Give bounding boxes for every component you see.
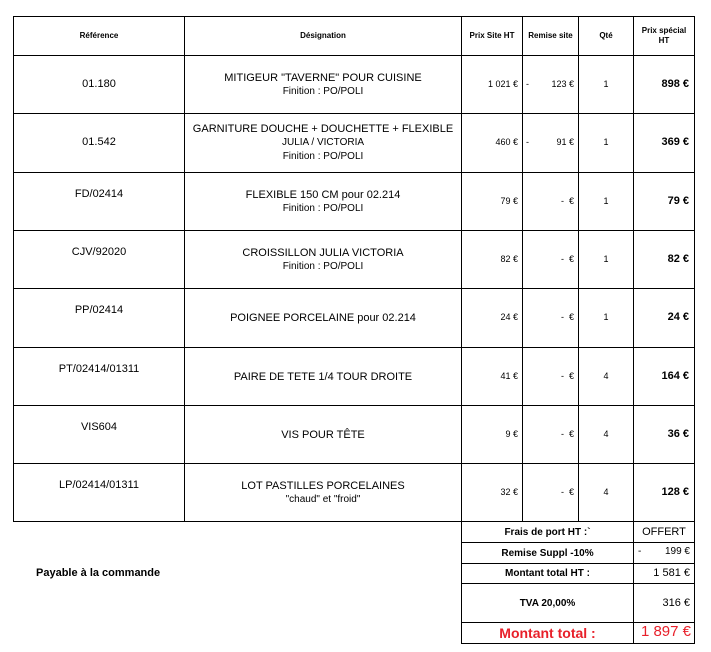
designation-line: POIGNEE PORCELAINE pour 02.214 [230, 311, 416, 324]
row-qte: 1 [603, 254, 609, 264]
designation-line: GARNITURE DOUCHE + DOUCHETTE + FLEXIBLE [192, 122, 454, 135]
row-designation [185, 464, 461, 521]
row-remise: - € [560, 196, 574, 206]
header-qte: Qté [599, 31, 613, 40]
designation-line: JULIA / VICTORIA [281, 136, 365, 148]
row-prix-special: 36 € [667, 428, 689, 440]
row-prix-site: 460 € [495, 137, 518, 147]
montant-ht-value: 1 581 € [653, 567, 690, 579]
row-prix-site: 24 € [500, 312, 518, 322]
designation-line: Finition : PO/POLI [282, 150, 364, 162]
montant-ht-label: Montant total HT : [505, 568, 590, 579]
row-reference: 01.542 [82, 136, 116, 148]
designation-line: Finition : PO/POLI [282, 260, 364, 272]
remise-suppl-sign: - [638, 546, 642, 557]
row-designation [185, 289, 461, 346]
designation-line: Finition : PO/POLI [282, 202, 364, 214]
row-prix-site: 9 € [505, 429, 518, 439]
row-qte: 1 [603, 196, 609, 206]
row-qte: 1 [603, 79, 609, 89]
row-prix-special: 898 € [661, 78, 689, 90]
designation-line: FLEXIBLE 150 CM pour 02.214 [245, 188, 401, 201]
remise-suppl-value: 199 € [664, 546, 690, 557]
header-prix-site: Prix Site HT [469, 31, 515, 40]
row-prix-special: 82 € [667, 253, 689, 265]
row-qte: 1 [603, 312, 609, 322]
row-remise: 123 € [551, 79, 574, 89]
row-remise-sign: - [526, 79, 529, 89]
row-remise: - € [560, 429, 574, 439]
frais-value: OFFERT [642, 526, 686, 538]
tva-value: 316 € [662, 597, 690, 609]
designation-line: CROISSILLON JULIA VICTORIA [242, 246, 404, 259]
row-prix-site: 41 € [500, 371, 518, 381]
designation-line: "chaud" et "froid" [285, 493, 361, 505]
row-prix-special: 369 € [661, 136, 689, 148]
designation-line: PAIRE DE TETE 1/4 TOUR DROITE [233, 370, 413, 383]
row-designation [185, 406, 461, 463]
row-remise-sign: - [526, 137, 529, 147]
row-qte: 4 [603, 429, 609, 439]
designation-line: VIS POUR TÊTE [281, 428, 365, 441]
row-prix-special: 164 € [661, 370, 689, 382]
row-designation [185, 173, 461, 230]
designation-line: MITIGEUR "TAVERNE" POUR CUISINE [224, 71, 422, 84]
row-designation [185, 114, 461, 171]
row-qte: 4 [603, 487, 609, 497]
row-reference: FD/02414 [74, 188, 124, 200]
row-prix-special: 79 € [667, 195, 689, 207]
row-prix-site: 32 € [500, 487, 518, 497]
row-designation [185, 56, 461, 113]
row-prix-special: 24 € [667, 311, 689, 323]
row-prix-site: 1 021 € [487, 79, 518, 89]
row-qte: 1 [603, 137, 609, 147]
row-prix-site: 79 € [500, 196, 518, 206]
total-value: 1 897 € [640, 623, 691, 640]
row-designation [185, 348, 461, 405]
payable-note: Payable à la commande [36, 567, 161, 579]
row-remise: 91 € [556, 137, 574, 147]
row-qte: 4 [603, 371, 609, 381]
row-remise: - € [560, 254, 574, 264]
row-designation [185, 231, 461, 288]
tva-label: TVA 20,00% [519, 597, 576, 609]
designation-line: LOT PASTILLES PORCELAINES [241, 479, 405, 492]
row-reference: CJV/92020 [71, 246, 127, 258]
row-reference: LP/02414/01311 [59, 479, 139, 491]
row-remise: - € [560, 371, 574, 381]
row-reference: PP/02414 [74, 304, 124, 316]
remise-suppl-label: Remise Suppl -10% [501, 547, 594, 559]
row-remise: - € [560, 487, 574, 497]
row-reference: PT/02414/01311 [58, 363, 140, 375]
header-reference: Référence [79, 31, 119, 40]
total-label: Montant total : [499, 625, 596, 641]
header-prix-special: Prix spécial HT [641, 26, 687, 45]
row-reference: 01.180 [82, 78, 116, 90]
row-remise: - € [560, 312, 574, 322]
row-prix-special: 128 € [661, 486, 689, 498]
row-prix-site: 82 € [500, 254, 518, 264]
designation-line: Finition : PO/POLI [282, 85, 364, 97]
header-designation: Désignation [300, 31, 346, 40]
row-reference: VIS604 [80, 421, 118, 433]
header-remise: Remise site [528, 31, 573, 40]
frais-label: Frais de port HT :` [504, 526, 591, 538]
